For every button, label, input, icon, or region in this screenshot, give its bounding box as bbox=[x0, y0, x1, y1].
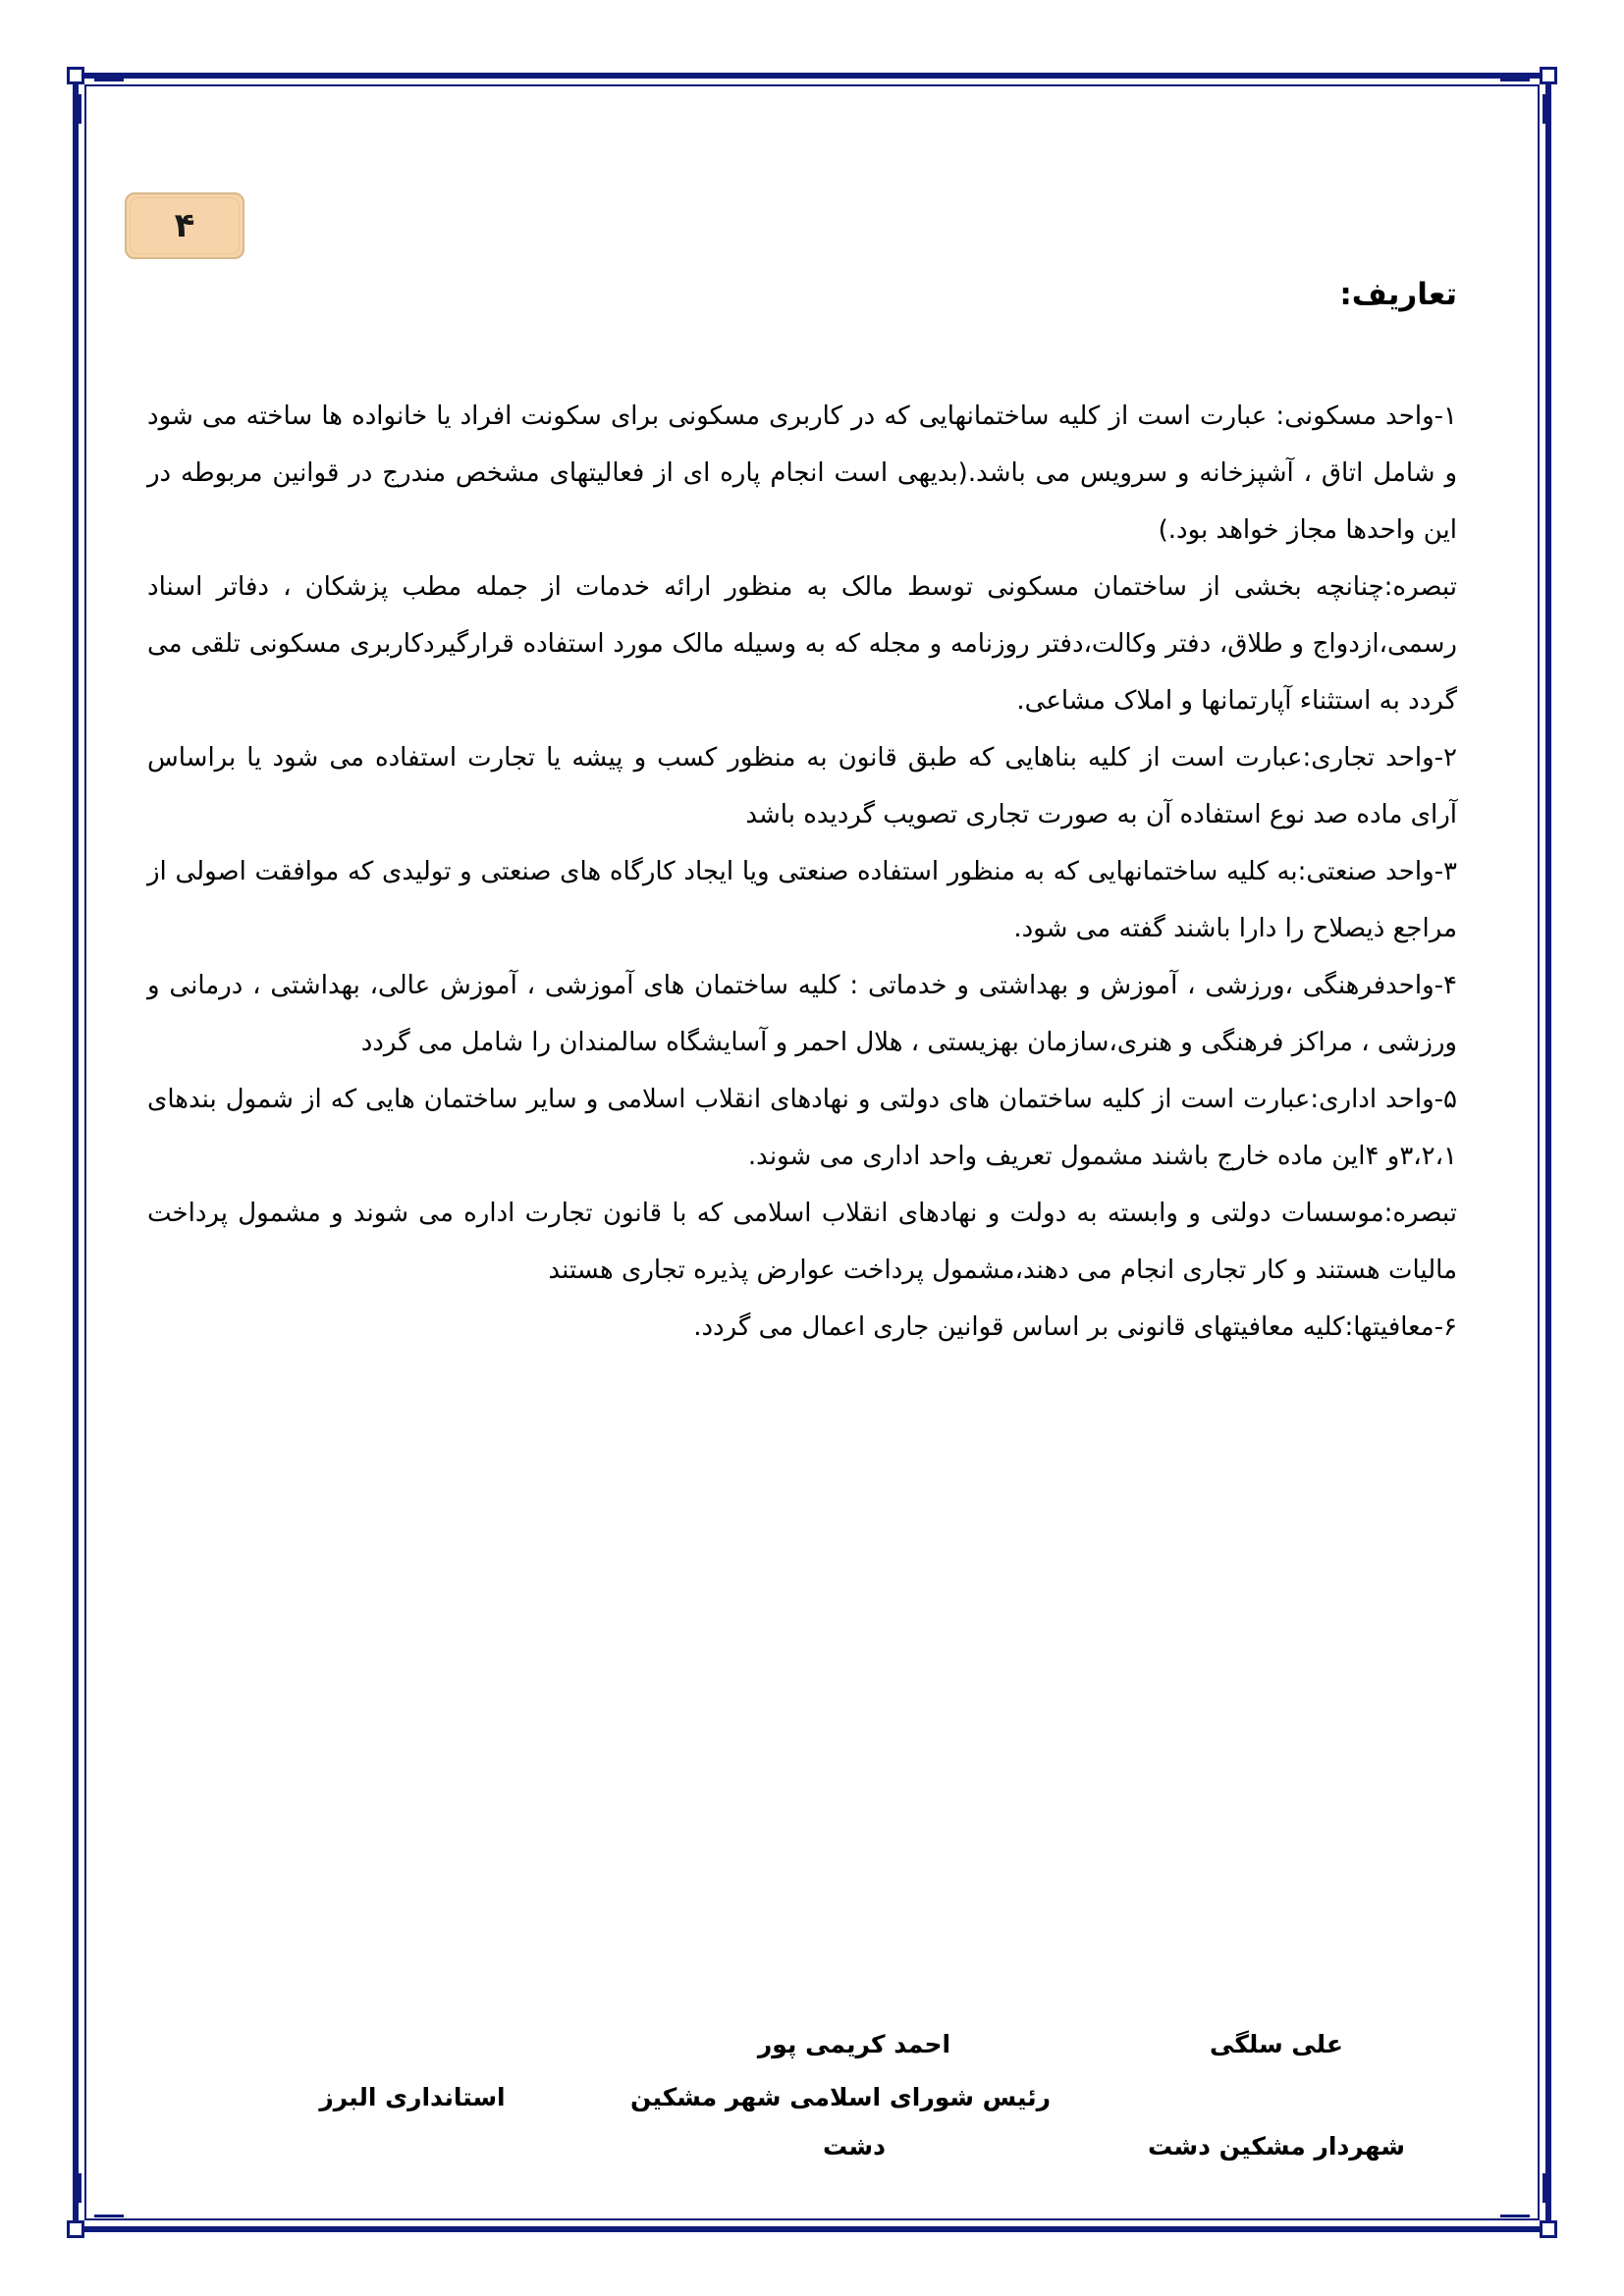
paragraph-note-residential: تبصره:چنانچه بخشی از ساختمان مسکونی توسط مالک به منظور ارائه خدمات از جمله مطب پزشکان ، دفاتر اسناد رسمی،ازدواج و طلاق، دفتر وکالت،دفتر روزنامه و مجله که به وسیله مالک مورد استفاده قرارگیردکاربری مسکونی تلقی می گردد به استثناء آپارتمانها و املاک مشاعی. bbox=[147, 572, 1457, 716]
border-tick bbox=[1500, 2215, 1530, 2217]
paragraph-cultural-unit: ۴-واحدفرهنگی ،ورزشی ، آموزش و بهداشتی و خدماتی : کلیه ساختمان های آموزشی ، آموزش عالی، بهداشتی ، درمانی و ورزشی ، مراکز فرهنگی و هنری،سازمان بهزیستی ، هلال احمر و آسایشگاه سالمندان را شامل می گردد bbox=[147, 971, 1457, 1057]
signature-block bbox=[196, 2012, 1424, 2189]
paragraph-commercial-unit: ۲-واحد تجاری:عبارت است از کلیه بناهایی که طبق قانون به منظور کسب و پیشه یا تجارت استفاده می شود یا براساس آرای ماده صد نوع استفاده آن به صورت تجاری تصویب گردیده باشد bbox=[147, 743, 1457, 829]
paragraph-note-administrative: تبصره:موسسات دولتی و وابسته به دولت و نهادهای انقلاب اسلامی که با قانون تجارت اداره می شوند و مشمول پرداخت مالیات هستند و کار تجاری انجام می دهند،مشمول پرداخت عوارض پذیره تجاری هستند bbox=[147, 1199, 1457, 1285]
council-head-title: رئیس شورای اسلامی شهر مشکین bbox=[630, 2083, 1051, 2111]
border-tick bbox=[94, 2215, 124, 2217]
border-tick bbox=[1500, 79, 1530, 81]
border-tick bbox=[79, 94, 81, 124]
paragraph-industrial-unit: ۳-واحد صنعتی:به کلیه ساختمانهایی که به منظور استفاده صنعتی ویا ایجاد کارگاه های صنعتی و تولیدی که موافقت اصولی از مراجع ذیصلاح را دارا باشند گفته می شود. bbox=[147, 857, 1457, 943]
definitions-body bbox=[147, 388, 1457, 1356]
governorate-label: استانداری البرز bbox=[319, 2083, 506, 2111]
council-head-name: احمد کریمی پور bbox=[757, 2030, 951, 2058]
council-head-title-cont: دشت bbox=[823, 2132, 886, 2161]
border-corner-bottom-left bbox=[67, 2220, 84, 2238]
mayor-title: شهردار مشکین دشت bbox=[1148, 2132, 1405, 2161]
page-number: ۴ bbox=[174, 206, 195, 245]
paragraph-exemptions: ۶-معافیتها:کلیه معافیتهای قانونی بر اساس قوانین جاری اعمال می گردد. bbox=[693, 1312, 1457, 1342]
paragraph-administrative-unit: ۵-واحد اداری:عبارت است از کلیه ساختمان های دولتی و نهادهای انقلاب اسلامی و سایر ساختمان هایی که از شمول بندهای ۳،۲،۱و ۴این ماده خارج باشند مشمول تعریف واحد اداری می شوند. bbox=[147, 1085, 1457, 1171]
section-title: تعاریف: bbox=[1339, 277, 1457, 312]
page-number-badge bbox=[125, 192, 244, 259]
border-tick bbox=[94, 79, 124, 81]
border-corner-bottom-right bbox=[1540, 2220, 1557, 2238]
mayor-name: علی سلگی bbox=[1210, 2030, 1343, 2058]
border-tick bbox=[1543, 2173, 1545, 2203]
border-tick bbox=[79, 2173, 81, 2203]
border-corner-top-right bbox=[1540, 67, 1557, 84]
border-corner-top-left bbox=[67, 67, 84, 84]
paragraph-residential-unit: ۱-واحد مسکونی: عبارت است از کلیه ساختمانهایی که در کاربری مسکونی برای سکونت افراد یا خانواده ها ساخته می شود و شامل اتاق ، آشپزخانه و سرویس می باشد.(بدیهی است انجام پاره ای از فعالیتهای مشخص مندرج در قوانین مربوطه در این واحدها مجاز خواهد بود.) bbox=[147, 401, 1457, 545]
border-tick bbox=[1543, 94, 1545, 124]
